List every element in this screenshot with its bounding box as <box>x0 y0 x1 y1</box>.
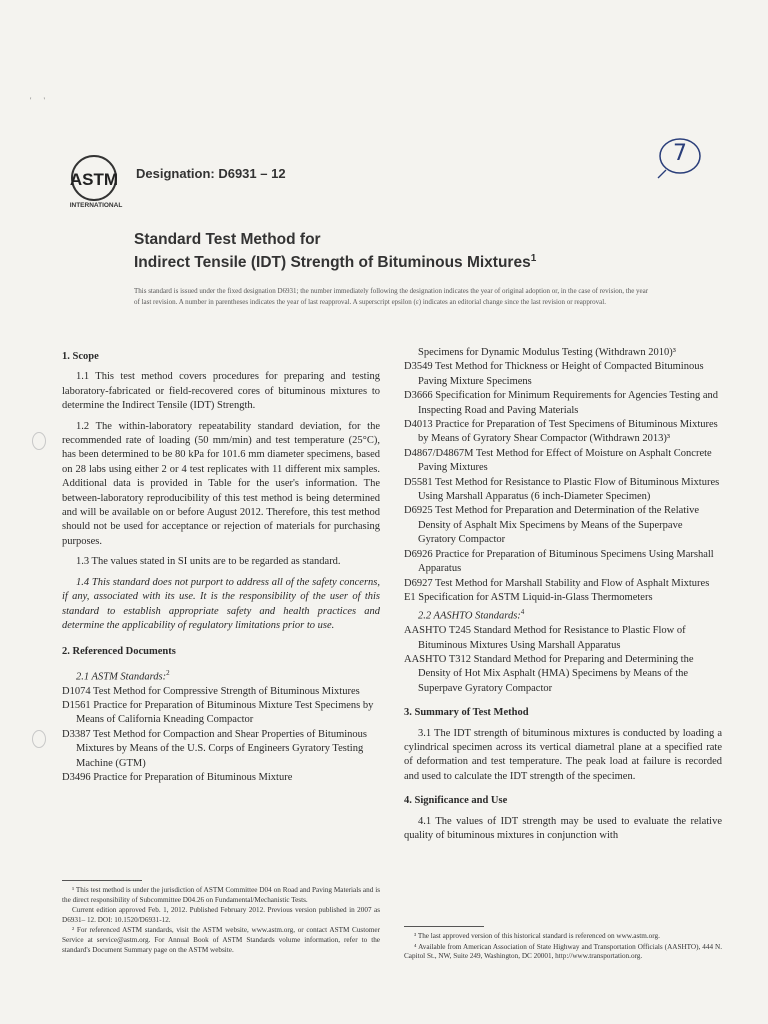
reference-item: D4867/D4867M Test Method for Effect of Moisture on Asphalt Concrete Paving Mixtures <box>404 447 712 474</box>
binder-hole <box>32 432 46 450</box>
footnote-divider <box>62 880 142 881</box>
designation: Designation: D6931 – 12 <box>136 166 286 181</box>
handwritten-page-number <box>656 136 704 180</box>
aashto-standards-heading: 2.2 AASHTO Standards:$^4$ <box>418 608 525 622</box>
reference-item: D3496 Practice for Preparation of Bituminous Mixture <box>62 772 293 784</box>
footnote: ¹ This test method is under the jurisdiction of ASTM Committee D04 on Road and Paving Materials and is the direct responsibility of Subcommittee D04.26 on Fundamental/Mechanistic Tests. <box>62 886 380 904</box>
reference-item: D3387 Test Method for Compaction and Shear Properties of Bituminous Mixtures by Means of the U.S. Corps of Engineers Gyratory Testing Machine (GTM) <box>62 728 367 769</box>
left-column <box>62 346 380 785</box>
section-heading-significance: 4. Significance and Use <box>404 795 508 807</box>
binder-hole <box>32 730 46 748</box>
paragraph-1-1: 1.1 This test method covers procedures for preparing and testing laboratory-fabricated or field-recovered cores of bituminous mixtures to determine the Indirect Tensile (IDT) Strength. <box>62 371 380 412</box>
title-line-2: Indirect Tensile (IDT) Strength of Bituminous Mixtures$^1$ <box>134 253 537 272</box>
footnote: ⁴ Available from American Association of State Highway and Transportation Officials (AASHTO), 444 N. Capitol St., NW, Suite 249, Washington, DC 20001, http://www.transportation.org. <box>404 942 722 961</box>
header <box>64 152 704 212</box>
astm-logo-icon <box>64 152 130 210</box>
footnote: Current edition approved Feb. 1, 2012. Published February 2012. Previous version published in 2007 as D6931– 12. DOI: 10.1520/D6931-12. <box>62 906 380 924</box>
reference-item: D6926 Practice for Preparation of Bituminous Specimens Using Marshall Apparatus <box>404 548 714 575</box>
preamble: This standard is issued under the fixed designation D6931; the number immediately following the designation indicates the year of original adoption or, in the case of revision, the year of last revision. A number in parentheses indicates the year of last reapproval. A superscript epsilon (ε) indicates an editorial change since the last revision or reapproval. <box>134 287 649 306</box>
footnote-divider <box>404 926 484 927</box>
reference-item: D6925 Test Method for Preparation and Determination of the Relative Density of Asphalt Mix Specimens by Means of the Superpave Gyratory Compactor <box>404 505 700 546</box>
reference-item: D3549 Test Method for Thickness or Height of Compacted Bituminous Paving Mixture Specimens <box>404 361 704 387</box>
right-column <box>404 346 722 844</box>
paragraph-1-3: 1.3 The values stated in SI units are to be regarded as standard. <box>76 556 341 568</box>
reference-item: D4013 Practice for Preparation of Test Specimens of Bituminous Mixtures by Means of Gyratory Shear Compactor (Withdrawn 2013)³ <box>404 419 718 445</box>
section-heading-scope: 1. Scope <box>62 351 99 362</box>
title-line-1: Standard Test Method for <box>134 231 321 248</box>
logo-subtext: INTERNATIONAL <box>69 202 123 209</box>
reference-item: D3666 Specification for Minimum Requirements for Agencies Testing and Inspecting Road and Paving Materials <box>404 390 719 416</box>
paragraph-1-2: 1.2 The within-laboratory repeatability standard deviation, for the recommended rate of loading (50 mm/min) and test temperature (25°C), has been determined to be 80 kPa for 101.6 mm diameter specimens, based on 28 labs using either 2 or 4 test replicates with 11 different mix samples. Additional data is provided in Table for the user's information. The between-laboratory reproducibility of this test method is being determined and will be available on or before August 2012. Therefore, this test method should not be used for acceptance or rejection of materials for purchasing purposes. <box>62 420 380 547</box>
footnote: ³ The last approved version of this historical standard is referenced on www.astm.org. <box>414 932 660 940</box>
page-number-text: 7 <box>673 141 687 166</box>
astm-standards-heading: 2.1 ASTM Standards:$^2$ <box>76 668 170 683</box>
reference-item: D1074 Test Method for Compressive Strength of Bituminous Mixtures <box>62 685 360 697</box>
reference-item: E1 Specification for ASTM Liquid-in-Glass Thermometers <box>404 591 653 603</box>
paragraph-1-4: 1.4 This standard does not purport to address all of the safety concerns, if any, associated with its use. It is the responsibility of the user of this standard to establish appropriate safety and health practices and determine the applicability of regulatory limitations prior to use. <box>62 576 380 631</box>
footnotes-left <box>62 886 380 956</box>
reference-item: D1561 Practice for Preparation of Bituminous Mixture Test Specimens by Means of California Kneading Compactor <box>62 700 374 726</box>
reference-item: D6927 Test Method for Marshall Stability and Flow of Asphalt Mixtures <box>404 577 710 589</box>
section-heading-summary: 3. Summary of Test Method <box>404 707 529 719</box>
reference-item: AASHTO T245 Standard Method for Resistance to Plastic Flow of Bituminous Mixtures Using Marshall Apparatus <box>404 625 686 651</box>
footnote: ² For referenced ASTM standards, visit the ASTM website, www.astm.org, or contact ASTM Customer Service at service@astm.org. For Annual Book of ASTM Standards volume information, refer to the standard's Document Summary page on the ASTM website. <box>62 926 380 954</box>
reference-item: D5581 Test Method for Resistance to Plastic Flow of Bituminous Mixtures Using Marshall Apparatus (6 inch-Diameter Specimen) <box>404 476 720 503</box>
reference-item: Specimens for Dynamic Modulus Testing (Withdrawn 2010)³ <box>418 347 676 358</box>
scan-marks: ' ' <box>30 96 45 105</box>
reference-item: AASHTO T312 Standard Method for Preparing and Determining the Density of Hot Mix Asphalt (HMA) Specimens by Means of the Superpave Gyratory Compactor <box>404 654 694 694</box>
paragraph-3-1: 3.1 The IDT strength of bituminous mixtures is conducted by loading a cylindrical specimen across its vertical diametral plane at a specified rate of deformation and test temperature. The peak load at failure is recorded and used to calculate the IDT strength of the specimen. <box>404 727 722 782</box>
section-heading-references: 2. Referenced Documents <box>62 646 176 658</box>
footnotes-right <box>404 932 722 963</box>
paragraph-4-1: 4.1 The values of IDT strength may be used to evaluate the relative quality of bituminous mixtures in conjunction with <box>404 815 722 842</box>
logo-text: ASTM <box>69 170 119 189</box>
document-title <box>134 230 714 272</box>
